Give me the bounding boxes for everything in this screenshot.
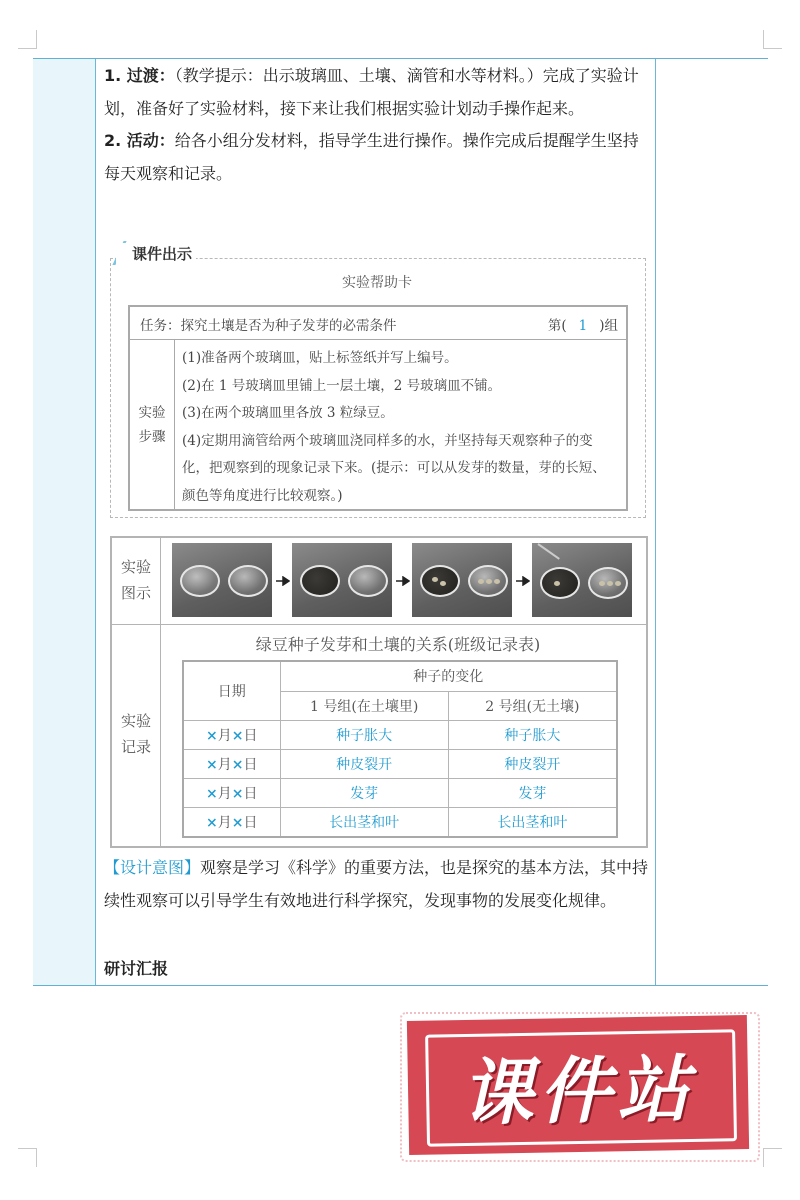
- table-row: [183, 721, 617, 750]
- step-item: (2)在 1 号玻璃皿里铺上一层土壤，2 号玻璃皿不铺。: [182, 377, 502, 394]
- date-cell: [183, 750, 280, 779]
- bean-image: [432, 577, 438, 582]
- step-item: (1)准备两个玻璃皿，贴上标签纸并写上编号。: [182, 350, 458, 366]
- bean-image: [486, 579, 492, 584]
- watermark-stamp: [407, 1015, 749, 1155]
- group-number: [548, 314, 618, 334]
- steps-label: [130, 340, 175, 509]
- step-item: (3)在两个玻璃皿里各放 3 粒绿豆。: [182, 405, 394, 421]
- diagram-label-text: 实验图示: [121, 558, 152, 602]
- date-month: 月: [217, 815, 232, 831]
- date-day: 日: [243, 815, 258, 831]
- table-row: [183, 779, 617, 808]
- dish-image: [588, 567, 628, 599]
- group2-cell: 种子胀大: [448, 721, 617, 750]
- design-text: 观察是学习《科学》的重要方法，也是探究的基本方法，其中持续性观察可以引导学生有效地进行科学探究，发现事物的发展变化规律。: [104, 858, 649, 910]
- date-mark: ×: [231, 786, 244, 802]
- soil-dish-image: [420, 565, 460, 597]
- group2-cell: 种皮裂开: [448, 750, 617, 779]
- bean-image: [599, 581, 605, 586]
- date-mark: ×: [231, 728, 244, 744]
- change-header: 种子的变化: [280, 661, 617, 691]
- table-bottom-rule: [33, 985, 768, 986]
- date-mark: ×: [231, 757, 244, 773]
- task-text: 任务：探究土壤是否为种子发芽的必需条件: [140, 318, 397, 334]
- crop-mark: [18, 1148, 37, 1167]
- group1-header: 1 号组(在土壤里): [280, 691, 448, 721]
- arrow-right-icon: [396, 576, 410, 586]
- bean-image: [494, 579, 500, 584]
- diagram-label: [112, 554, 160, 606]
- date-mark: ×: [206, 728, 218, 744]
- date-day: 日: [243, 757, 258, 773]
- transition-text: （教学提示：出示玻璃皿、土壤、滴管和水等材料。）完成了实验计划，准备好了实验材料，接下来让我们根据实验计划动手操作起来。: [104, 66, 639, 118]
- photo-watering: [532, 543, 632, 617]
- crop-mark: [18, 30, 37, 49]
- step-item: (4)定期用滴管给两个玻璃皿浇同样多的水，并坚持每天观察种子的变化，把观察到的现象记录下来。(提示：可以从发芽的数量，芽的长短、颜色等角度进行比较观察。): [182, 432, 606, 504]
- activity-label: 2. 活动：: [104, 131, 175, 150]
- date-mark: ×: [231, 815, 244, 831]
- arrow-right-icon: [276, 576, 290, 586]
- arrow-right-icon: [516, 576, 530, 586]
- table-row: [183, 808, 617, 838]
- dish-image: [180, 565, 220, 597]
- date-month: 月: [217, 786, 232, 802]
- intro-text: [104, 60, 652, 190]
- experiment-divider: [160, 538, 161, 846]
- steps-label-text: 实验步骤: [138, 404, 166, 445]
- group-suffix: )组: [599, 318, 618, 334]
- record-label-text: 实验记录: [121, 712, 152, 756]
- date-cell: [183, 808, 280, 838]
- bean-image: [440, 581, 446, 586]
- helper-card-title: 实验帮助卡: [342, 275, 412, 291]
- group1-cell: 长出茎和叶: [280, 808, 448, 838]
- group1-cell: 种子胀大: [280, 721, 448, 750]
- table-row: [183, 750, 617, 779]
- steps-list: [182, 345, 612, 510]
- soil-dish-image: [540, 567, 580, 599]
- courseware-tag: 课件出示: [116, 243, 196, 264]
- date-cell: [183, 721, 280, 750]
- dish-image: [348, 565, 388, 597]
- photo-empty-dishes: [172, 543, 272, 617]
- date-mark: ×: [206, 786, 218, 802]
- date-month: 月: [217, 757, 232, 773]
- dish-image: [468, 565, 508, 597]
- photo-beans-placed: [412, 543, 512, 617]
- group2-cell: 长出茎和叶: [448, 808, 617, 838]
- dropper-icon: [537, 543, 559, 560]
- transition-label: 1. 过渡：: [104, 66, 175, 85]
- date-cell: [183, 779, 280, 808]
- stamp-text: 课件站: [460, 1046, 696, 1136]
- group1-cell: 发芽: [280, 779, 448, 808]
- date-mark: ×: [206, 757, 218, 773]
- photo-soil-added: [292, 543, 392, 617]
- dish-image: [228, 565, 268, 597]
- group-prefix: 第(: [547, 318, 567, 334]
- activity-text: 给各小组分发材料，指导学生进行操作。操作完成后提醒学生坚持每天观察和记录。: [104, 131, 639, 183]
- table-header-row: [183, 661, 617, 691]
- crop-mark: [763, 30, 782, 49]
- group1-cell: 种皮裂开: [280, 750, 448, 779]
- record-table: [182, 660, 618, 838]
- group2-cell: 发芽: [448, 779, 617, 808]
- bean-image: [607, 581, 613, 586]
- group2-header: 2 号组(无土壤): [448, 691, 617, 721]
- bean-image: [478, 579, 484, 584]
- bean-image: [554, 581, 560, 586]
- right-column: [655, 58, 768, 986]
- report-heading: 研讨汇报: [104, 959, 169, 978]
- bean-image: [615, 581, 621, 586]
- left-column: [33, 58, 96, 986]
- experiment-row-divider: [112, 624, 646, 625]
- date-header: 日期: [183, 661, 280, 721]
- soil-dish-image: [300, 565, 340, 597]
- table-top-rule: [33, 58, 768, 59]
- helper-card: [128, 305, 628, 511]
- record-title: 绿豆种子发芽和土壤的关系(班级记录表): [255, 635, 541, 654]
- task-row: [130, 307, 626, 340]
- design-label: 【设计意图】: [104, 858, 201, 877]
- transition-paragraph: [104, 60, 652, 125]
- activity-paragraph: [104, 125, 652, 190]
- group-value: 1: [578, 318, 588, 334]
- design-intent: [104, 852, 652, 917]
- date-day: 日: [243, 728, 258, 744]
- date-mark: ×: [206, 815, 218, 831]
- date-month: 月: [217, 728, 232, 744]
- record-label: [112, 708, 160, 760]
- date-day: 日: [243, 786, 258, 802]
- crop-mark: [763, 1148, 782, 1167]
